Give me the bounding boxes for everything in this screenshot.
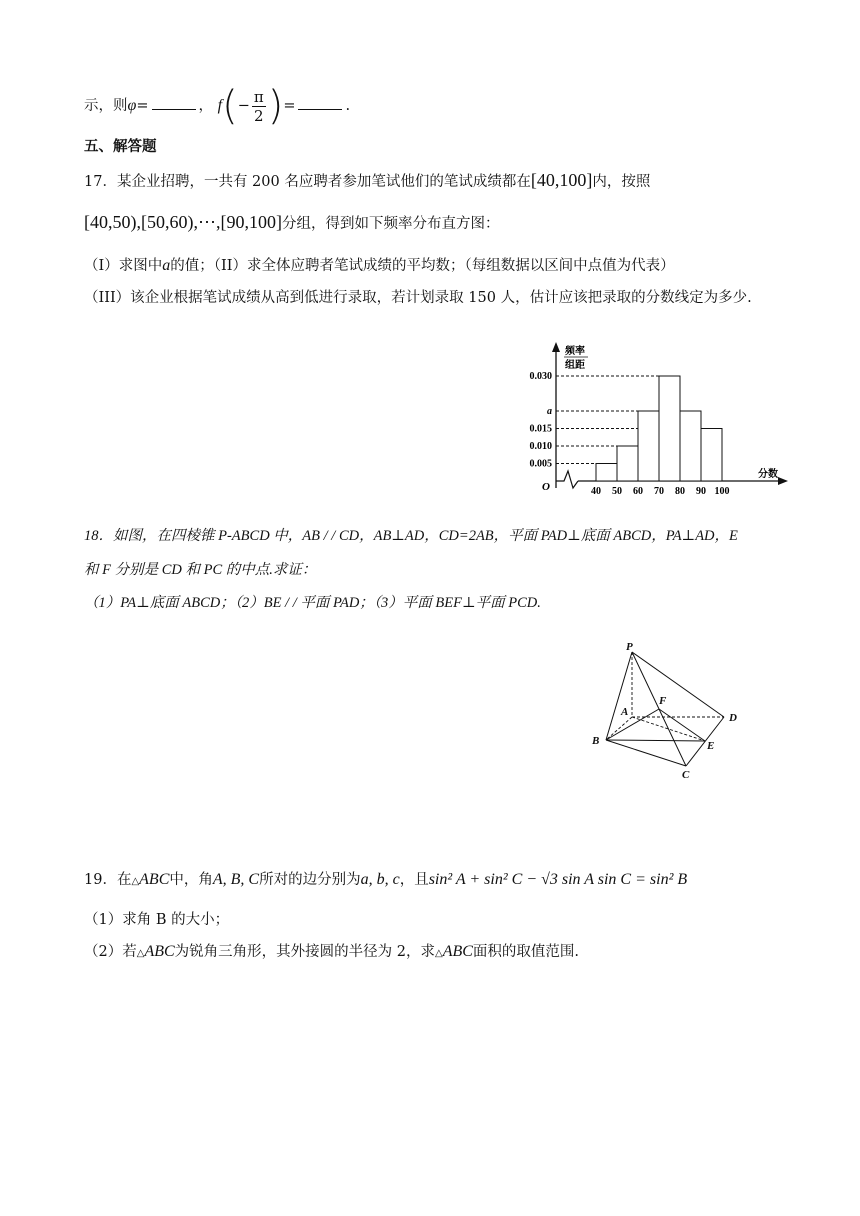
q17-part1b: 的值；（II）求全体应聘者笔试成绩的平均数；（每组数据以区间中点值为代表） (170, 258, 675, 274)
q17-line3 (84, 254, 675, 275)
histogram-bar (638, 411, 659, 481)
edge-CD (686, 717, 724, 766)
q19-text-c: 所对的边分别为 (259, 872, 361, 888)
frac-den: 2 (254, 106, 264, 125)
ylabel-top: 频率 (565, 346, 585, 357)
x-tick-label: 40 (591, 486, 601, 497)
xlabel: 分数 (758, 469, 778, 480)
y-tick-label: 0.015 (529, 423, 552, 435)
right-paren: ) (267, 83, 284, 129)
angles: A, B, C (212, 871, 260, 888)
section-title: 五、解答题 (84, 138, 157, 155)
y-tick-label: a (547, 406, 552, 417)
q19-line1 (84, 868, 687, 889)
frequency-histogram (520, 338, 800, 498)
q17-text-a: 17．某企业招聘，一共有 200 名应聘者参加笔试他们的笔试成绩都在 (84, 174, 531, 190)
q17-interval: [40,100] (530, 170, 593, 190)
q19-line2: （1）求角 B 的大小； (84, 912, 230, 928)
triangle-name: ABC (139, 871, 170, 888)
label-B: B (592, 735, 600, 747)
left-paren: ( (222, 83, 238, 129)
q19-text-b: 中，角 (169, 872, 213, 888)
edge-BC (606, 740, 686, 766)
x-tick-label: 70 (654, 486, 664, 497)
histogram-bar (596, 464, 617, 482)
q17-line4: （III）该企业根据笔试成绩从高到低进行录取，若计划录取 150 人，估计应该把录取的分数线定为多少. (84, 290, 752, 306)
minus-sign: − (237, 98, 250, 114)
histogram-bar (680, 411, 701, 481)
axis-break (556, 471, 578, 488)
label-E: E (707, 740, 715, 752)
q19-line3 (84, 940, 579, 961)
label-P: P (626, 641, 633, 653)
triangle-symbol-2: △ (136, 948, 145, 959)
triangle-symbol: △ (131, 876, 140, 887)
origin-label: O (542, 481, 550, 493)
q16-end: . (345, 98, 351, 114)
q18-line1: 18．如图，在四棱锥 P-ABCD 中，AB / / CD，AB⊥AD，CD=2AB，平面 PAD⊥底面 ABCD，PA⊥AD，E (84, 528, 738, 544)
frac-num: π (253, 87, 264, 106)
triangle-name-3: ABC (442, 943, 473, 960)
y-axis-arrow (552, 342, 560, 352)
label-A: A (621, 706, 629, 718)
q16-prefix: 示，则 (84, 98, 128, 114)
q17-groups: [40,50),[50,60),⋯,[90,100] (84, 212, 282, 232)
triangle-name-2: ABC (144, 943, 175, 960)
edge-BE (606, 740, 705, 741)
q19-text-d: ，且 (399, 872, 429, 888)
q17-text-c: 分组，得到如下频率分布直方图： (281, 216, 500, 232)
sides: a, b, c (360, 871, 400, 888)
q18-line3: （1）PA⊥底面 ABCD；（2）BE / / 平面 PAD；（3）平面 BEF⊥平面 PCD. (84, 595, 541, 611)
x-tick-label: 80 (675, 486, 685, 497)
q19-text-f: 为锐角三角形，其外接圆的半径为 2，求 (174, 944, 435, 960)
label-C: C (682, 769, 690, 781)
x-tick-label: 90 (696, 486, 706, 497)
q17-line1 (84, 170, 650, 191)
answer-blank-f[interactable] (298, 95, 342, 110)
q19-text-e: （2）若 (84, 944, 137, 960)
ylabel-bottom: 组距 (565, 360, 585, 371)
q19-text-g: 面积的取值范围. (472, 944, 580, 960)
x-tick-label: 60 (633, 486, 643, 497)
pi-over-two (252, 88, 266, 125)
histogram-bar (659, 376, 680, 481)
q17-text-b: 内，按照 (592, 174, 651, 190)
q16-tail (84, 83, 351, 129)
label-F: F (659, 695, 667, 707)
x-tick-label: 100 (714, 486, 730, 497)
phi-symbol: φ (127, 97, 137, 114)
q16-eq2: = (283, 98, 296, 114)
x-axis-arrow (778, 477, 788, 485)
edge-FE (659, 709, 705, 741)
triangle-symbol-3: △ (435, 948, 443, 959)
x-tick-label: 50 (612, 486, 622, 497)
q18-line2: 和 F 分别是 CD 和 PC 的中点.求证： (84, 562, 317, 578)
edge-PD (632, 652, 724, 717)
y-tick-label: 0.030 (529, 371, 552, 382)
q16-eq1: = (136, 98, 149, 114)
q19-text-a: 19．在 (84, 872, 132, 888)
q17-line2 (84, 212, 499, 233)
label-D: D (729, 712, 737, 724)
pyramid-figure (584, 638, 754, 783)
y-tick-label: 0.005 (529, 458, 552, 470)
var-a: a (162, 257, 171, 274)
histogram-bar (617, 446, 638, 481)
equation: sin² A + sin² C − √3 sin A sin C = sin² B (428, 871, 688, 888)
f-symbol: f (217, 97, 223, 114)
q16-comma: ， (198, 98, 214, 114)
answer-blank-phi[interactable] (152, 95, 196, 110)
q17-part1a: （I）求图中 (84, 258, 163, 274)
histogram-bar (701, 429, 722, 482)
y-tick-label: 0.010 (529, 441, 552, 452)
